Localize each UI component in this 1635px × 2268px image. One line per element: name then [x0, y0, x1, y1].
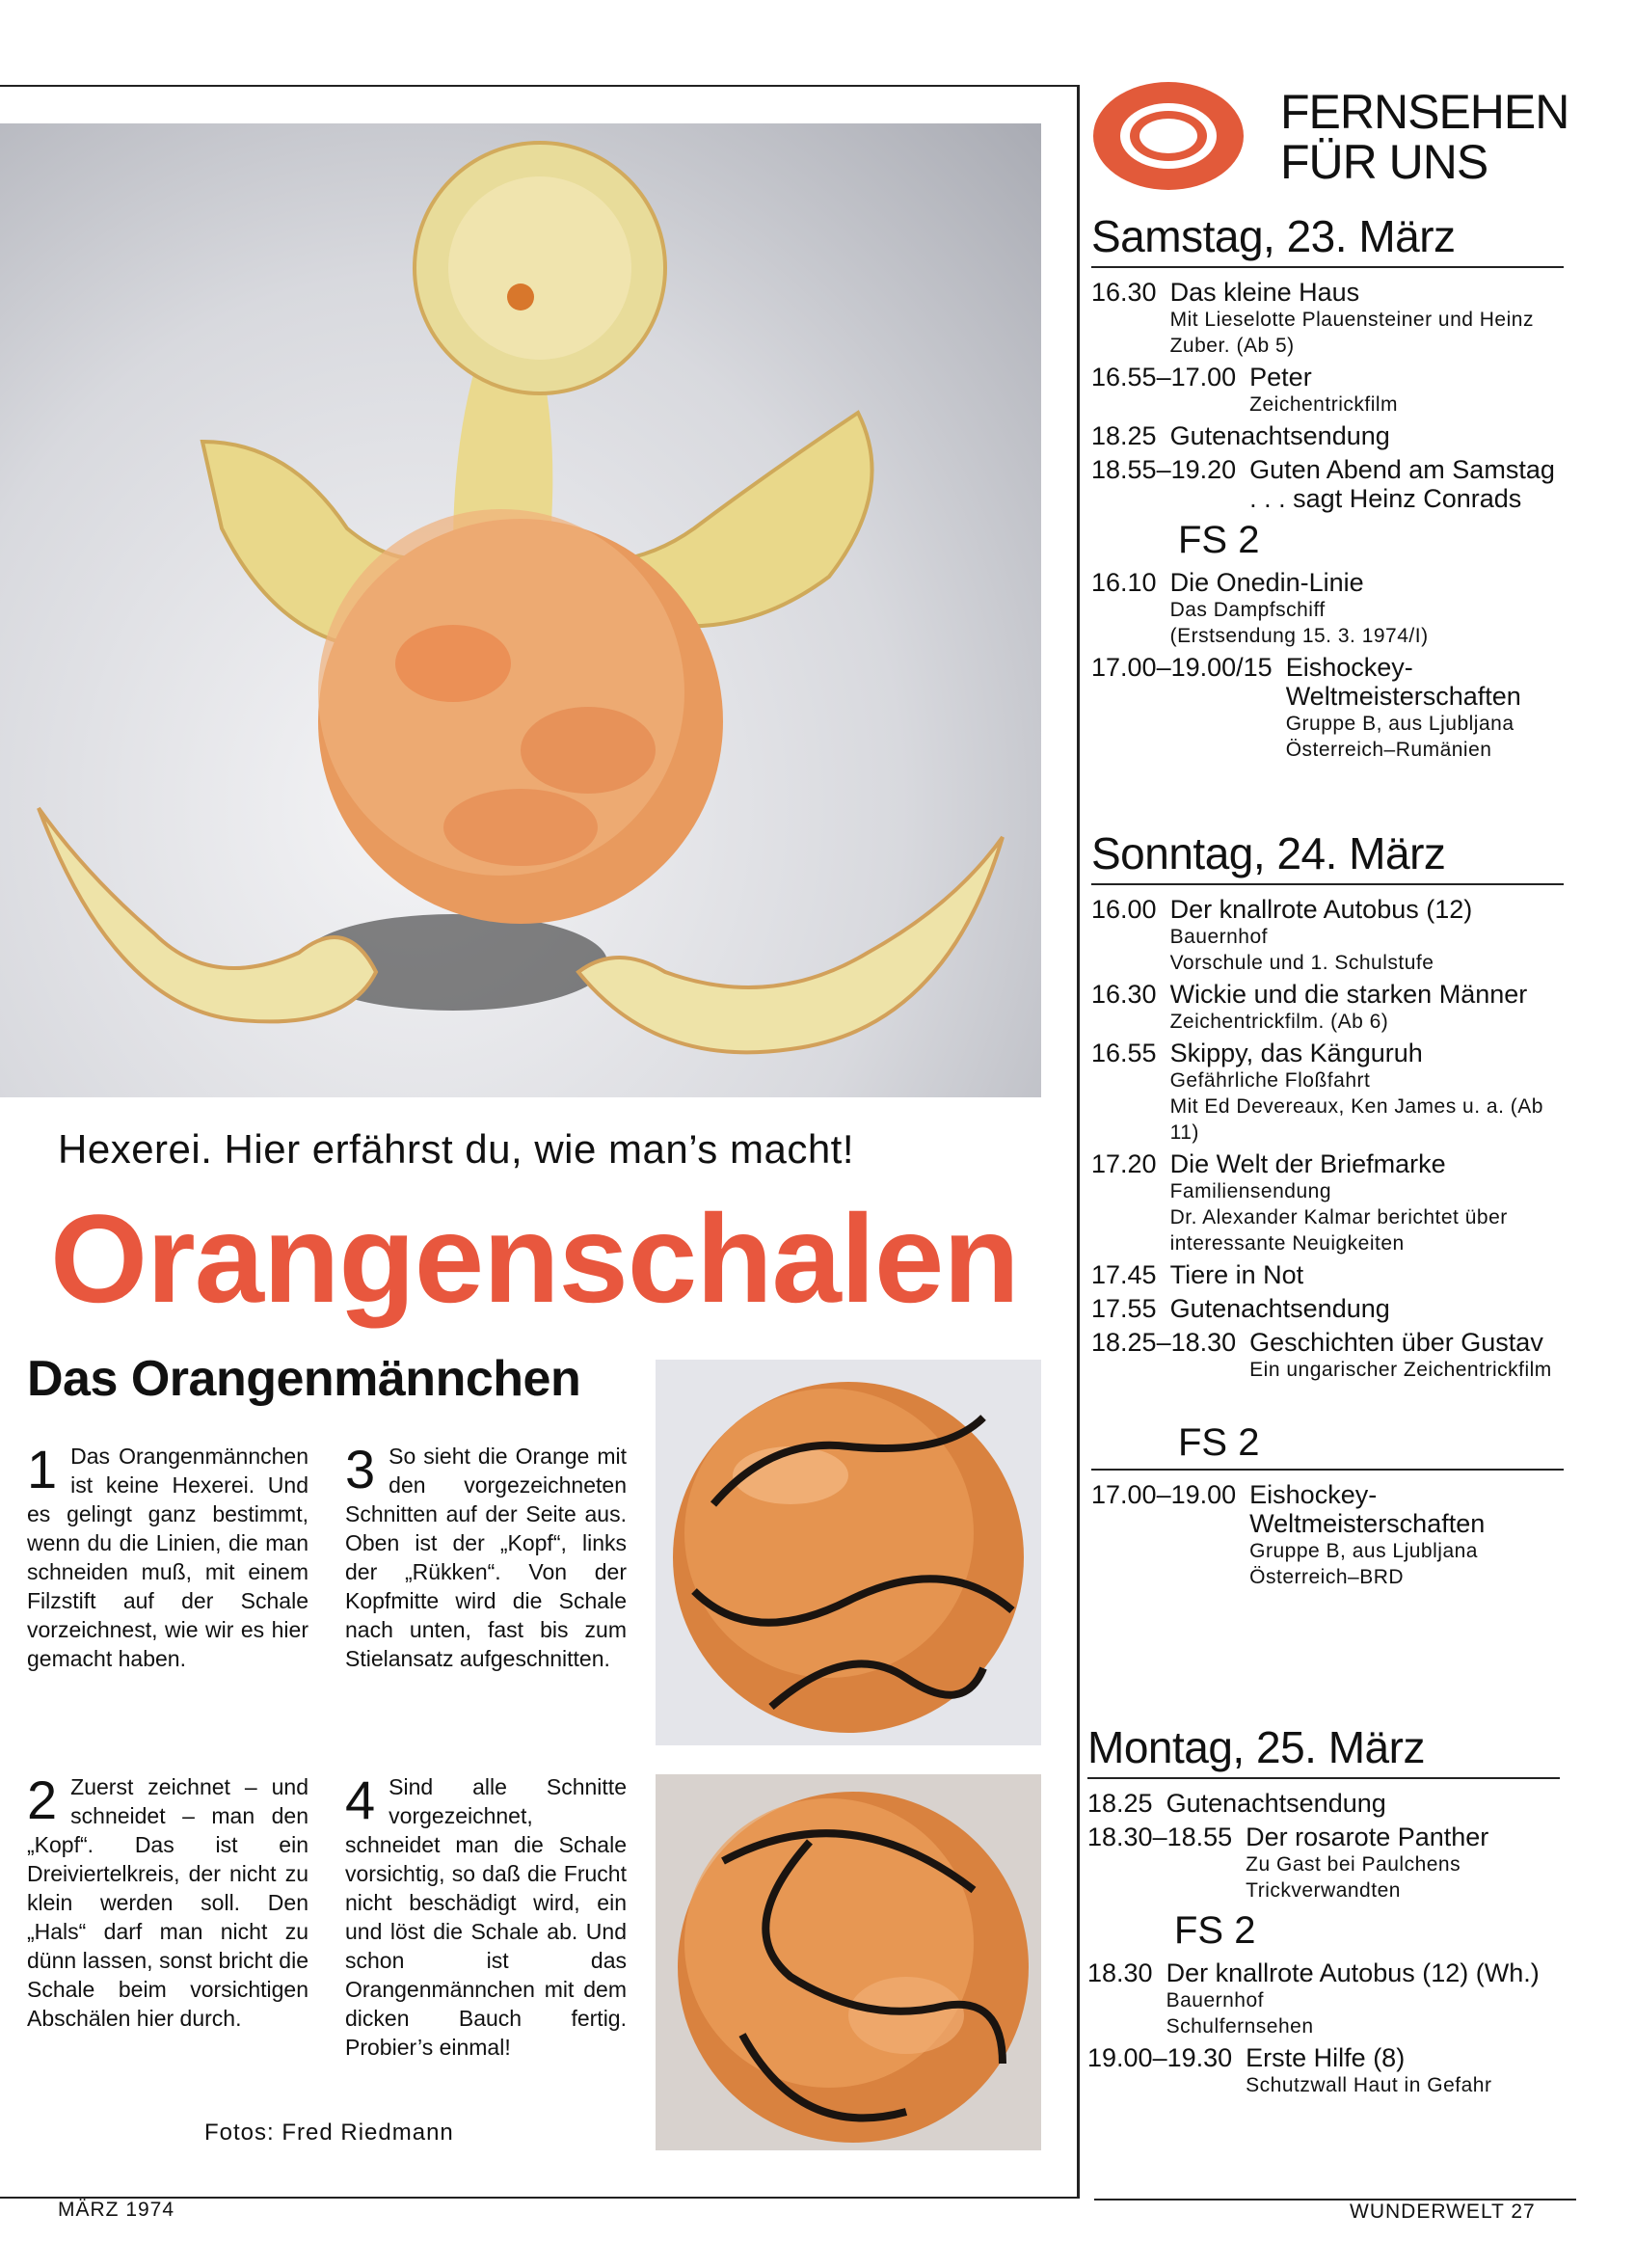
- program-description: Gefährliche Floßfahrt: [1169, 1069, 1371, 1092]
- program-description: Mit Ed Devereaux, Ken James u. a. (Ab 11): [1169, 1095, 1543, 1144]
- program-title: Die Onedin-Linie: [1169, 568, 1364, 597]
- program-title: Gutenachtsendung: [1169, 1294, 1390, 1323]
- program-title: Skippy, das Känguruh: [1169, 1039, 1423, 1067]
- program-time: 18.30: [1087, 1958, 1153, 1987]
- article-headline: Orangenschalen: [50, 1188, 1019, 1329]
- program-description: Österreich–BRD: [1249, 1566, 1405, 1588]
- program-description: Ein ungarischer Zeichentrickfilm: [1249, 1359, 1552, 1381]
- program-body: [1249, 455, 1564, 513]
- program-time: 18.25–18.30: [1091, 1328, 1237, 1357]
- program-time: 18.55–19.20: [1091, 455, 1237, 484]
- program-description: Dr. Alexander Kalmar berichtet über interessante Neuigkeiten: [1169, 1206, 1508, 1255]
- photo-credit: Fotos: Fred Riedmann: [204, 2120, 454, 2146]
- program-time: 16.10: [1091, 568, 1157, 597]
- day-rule: [1091, 266, 1564, 268]
- day-heading: Montag, 25. März: [1087, 1722, 1425, 1772]
- program-time: 18.30–18.55: [1087, 1822, 1233, 1851]
- program-time: 18.25: [1091, 421, 1157, 450]
- program-body: [1170, 1294, 1564, 1324]
- program-time: 17.00–19.00/15: [1091, 653, 1273, 682]
- program-body: [1170, 895, 1564, 976]
- orange-man-photo: [0, 123, 1041, 1097]
- article-kicker: Hexerei. Hier erfährst du, wie man’s macht!: [58, 1126, 855, 1172]
- footer-magazine: WUNDERWELT 27: [1350, 2200, 1536, 2223]
- program-description: Zu Gast bei Paulchens Trickverwandten: [1246, 1853, 1461, 1902]
- program-body: [1170, 1260, 1564, 1290]
- program-body: [1249, 363, 1564, 418]
- program-entry: [1087, 1958, 1560, 2039]
- tv-section-title: [1280, 87, 1568, 187]
- top-rule: [0, 85, 1080, 87]
- day-heading: Sonntag, 24. März: [1091, 828, 1446, 878]
- program-title: Eishockey-Weltmeisterschaften: [1285, 653, 1521, 711]
- program-body: [1286, 653, 1564, 763]
- program-title: Der rosarote Panther: [1246, 1822, 1489, 1851]
- program-body: [1166, 1789, 1560, 1819]
- channel-fs2-heading: FS 2: [1178, 519, 1260, 561]
- program-title: Gutenachtsendung: [1169, 421, 1390, 450]
- program-entry: [1091, 980, 1564, 1035]
- program-description: Mit Lieselotte Plauensteiner und Heinz Zuber. (Ab 5): [1169, 309, 1534, 357]
- program-time: 17.20: [1091, 1149, 1157, 1178]
- program-body: [1166, 1958, 1560, 2039]
- marked-orange-photo-front: [656, 1774, 1041, 2150]
- step-4: [345, 1769, 627, 2062]
- program-description: Gruppe B, aus Ljubljana: [1285, 713, 1514, 735]
- fs2-rule: [1091, 1469, 1564, 1471]
- program-body: [1246, 1822, 1560, 1904]
- program-entry: [1091, 653, 1564, 763]
- orf-logo: [1091, 79, 1246, 193]
- program-description: Österreich–Rumänien: [1285, 739, 1492, 761]
- program-title: Tiere in Not: [1169, 1260, 1304, 1289]
- program-description: Zeichentrickfilm. (Ab 6): [1169, 1011, 1389, 1033]
- program-title: Peter: [1249, 363, 1312, 392]
- program-time: 16.55: [1091, 1039, 1157, 1067]
- day-rule: [1091, 883, 1564, 885]
- program-time: 16.30: [1091, 278, 1157, 307]
- program-description: Schulfernsehen: [1166, 2015, 1314, 2038]
- program-entry: [1091, 1480, 1564, 1590]
- program-body: [1249, 1480, 1564, 1590]
- program-entry: [1091, 1149, 1564, 1256]
- program-entry: [1091, 1328, 1564, 1383]
- program-body: [1170, 278, 1564, 359]
- program-entry: [1091, 1039, 1564, 1146]
- program-description: Bauernhof: [1166, 1989, 1264, 2012]
- day-rule: [1087, 1777, 1560, 1779]
- program-description: Das Dampfschiff: [1169, 599, 1326, 621]
- program-body: [1170, 1149, 1564, 1256]
- tv-title-line2: FÜR UNS: [1280, 135, 1488, 189]
- program-entry: [1091, 895, 1564, 976]
- article-subhead: Das Orangenmännchen: [27, 1351, 581, 1407]
- program-time: 17.45: [1091, 1260, 1157, 1289]
- program-time: 16.30: [1091, 980, 1157, 1009]
- program-title: Geschichten über Gustav: [1249, 1328, 1543, 1357]
- program-time: 16.55–17.00: [1091, 363, 1237, 392]
- day-heading: Samstag, 23. März: [1091, 211, 1456, 261]
- program-entry: [1091, 278, 1564, 359]
- program-entry: [1091, 363, 1564, 418]
- program-entry: [1091, 568, 1564, 649]
- program-title: Erste Hilfe (8): [1246, 2043, 1406, 2072]
- program-body: [1170, 421, 1564, 451]
- step-text: Das Orangenmännchen ist keine Hexerei. Und es gelingt ganz bestimmt, wenn du die Linien, die man schneiden muß, mit einem Filzstift auf der Schale vorzeichnest, wie wir es hier gemacht haben.: [27, 1444, 308, 1671]
- program-title: Die Welt der Briefmarke: [1169, 1149, 1446, 1178]
- program-description: Vorschule und 1. Schulstufe: [1169, 952, 1434, 974]
- footer-issue: MÄRZ 1974: [58, 2199, 175, 2221]
- program-time: 18.25: [1087, 1789, 1153, 1818]
- step-2: [27, 1769, 308, 2033]
- program-title: Gutenachtsendung: [1166, 1789, 1386, 1818]
- program-body: [1246, 2043, 1560, 2098]
- step-number: 3: [345, 1439, 376, 1499]
- step-number: 4: [345, 1769, 376, 1830]
- channel-fs2-heading: FS 2: [1174, 1909, 1256, 1952]
- program-entry: [1087, 2043, 1560, 2098]
- program-title: Eishockey-Weltmeisterschaften: [1249, 1480, 1486, 1538]
- program-description: (Erstsendung 15. 3. 1974/I): [1169, 625, 1429, 647]
- step-text: So sieht die Orange mit den vorgezeichneten Schnitten auf der Seite aus. Oben ist der „Kopf“, links der „Rükken“. Von der Kopfmitte wird die Schale nach unten, fast bis zum Stielansatz aufgeschnitten.: [345, 1444, 627, 1671]
- program-time: 19.00–19.30: [1087, 2043, 1233, 2072]
- program-body: [1170, 1039, 1564, 1146]
- tv-day-monday: [1087, 1721, 1560, 2102]
- tv-day-sunday: [1091, 827, 1564, 1594]
- tv-day-saturday: [1091, 210, 1564, 767]
- program-time: 16.00: [1091, 895, 1157, 924]
- program-entry: [1091, 1294, 1564, 1324]
- program-description: Familiensendung: [1169, 1180, 1332, 1202]
- step-text: Zuerst zeichnet – und schneidet – man den „Kopf“. Das ist ein Dreiviertelkreis, der nicht zu klein werden soll. Den „Hals“ darf man nicht zu dünn lassen, sonst bricht die Schale beim vorsichtigen Abschälen hier durch.: [27, 1774, 308, 2031]
- program-body: [1170, 568, 1564, 649]
- step-1: [27, 1439, 308, 1673]
- program-description: Gruppe B, aus Ljubljana: [1249, 1540, 1478, 1562]
- step-text: Sind alle Schnitte vorgezeichnet, schneidet man die Schale vorsichtig, so daß die Frucht nicht beschädigt wird, ein und löst die Schale ab. Und schon ist das Orangenmännchen mit dem dicken Bauch fertig. Probier’s einmal!: [345, 1774, 627, 2060]
- program-entry: [1087, 1789, 1560, 1819]
- program-description: Zeichentrickfilm: [1249, 393, 1399, 416]
- program-entry: [1091, 421, 1564, 451]
- program-title: Der knallrote Autobus (12): [1169, 895, 1473, 924]
- program-time: 17.55: [1091, 1294, 1157, 1323]
- step-3: [345, 1439, 627, 1673]
- program-title: Das kleine Haus: [1169, 278, 1360, 307]
- step-number: 1: [27, 1439, 58, 1499]
- program-entry: [1091, 455, 1564, 513]
- channel-fs2-heading: FS 2: [1178, 1421, 1260, 1464]
- program-title: Der knallrote Autobus (12) (Wh.): [1166, 1958, 1540, 1987]
- tv-title-line1: FERNSEHEN: [1280, 85, 1569, 139]
- program-entry: [1087, 1822, 1560, 1904]
- step-number: 2: [27, 1769, 58, 1830]
- program-time: 17.00–19.00: [1091, 1480, 1237, 1509]
- program-body: [1170, 980, 1564, 1035]
- program-description: Schutzwall Haut in Gefahr: [1246, 2074, 1492, 2096]
- program-entry: [1091, 1260, 1564, 1290]
- program-description: Bauernhof: [1169, 926, 1268, 948]
- column-divider: [1077, 87, 1080, 2199]
- marked-orange-photo-side: [656, 1360, 1041, 1745]
- program-title: Wickie und die starken Männer: [1169, 980, 1528, 1009]
- program-body: [1249, 1328, 1564, 1383]
- program-title: Guten Abend am Samstag . . . sagt Heinz Conrads: [1249, 455, 1555, 513]
